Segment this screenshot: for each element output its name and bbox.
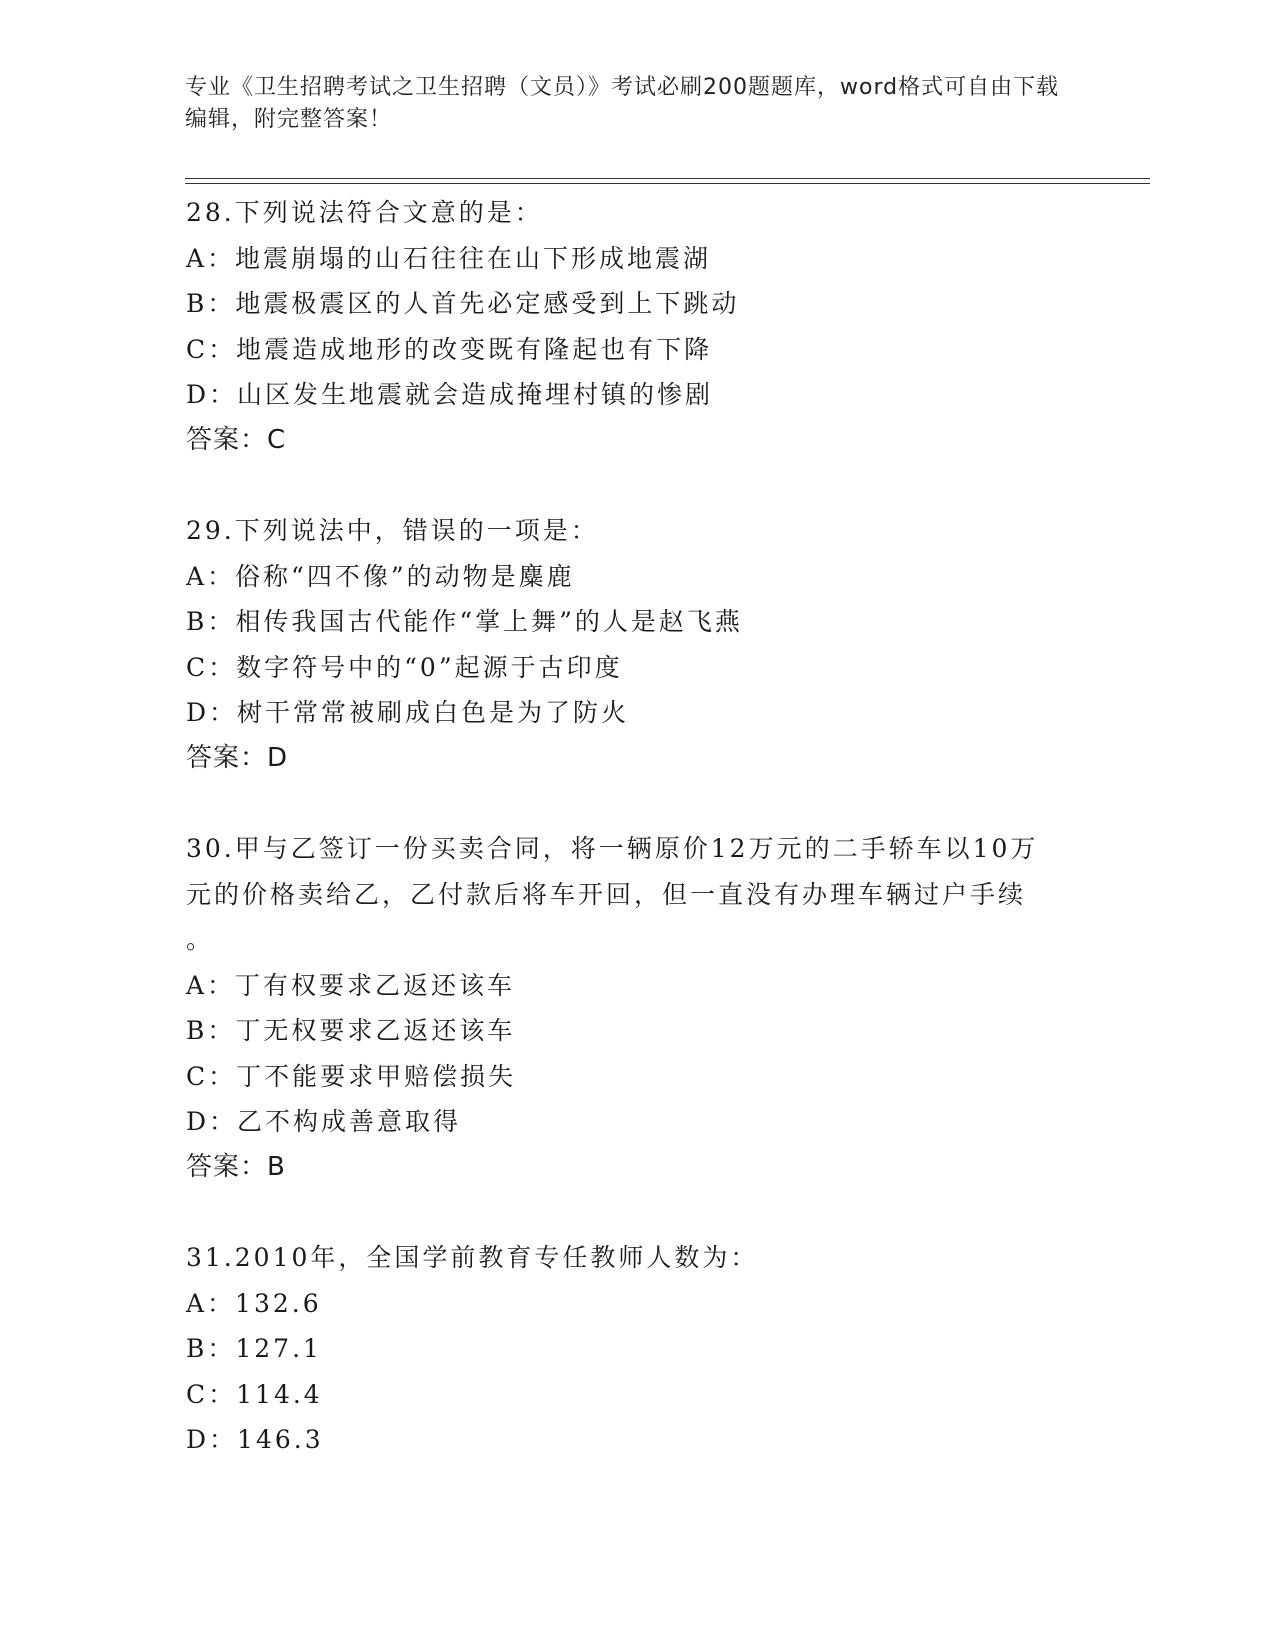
option-b: B：127.1 (186, 1334, 322, 1363)
question-stem-line-3: 。 (186, 925, 215, 954)
document-header: 专业《卫生招聘考试之卫生招聘（文员）》考试必刷200题题库，word格式可自由下载编辑，附完整答案！ (185, 75, 1060, 132)
question-30 (186, 826, 1086, 1190)
question-list (186, 190, 1086, 1508)
option-b: B：丁无权要求乙返还该车 (186, 1016, 516, 1045)
option-c: C：数字符号中的“0”起源于古印度 (186, 652, 623, 682)
option-d: D：乙不构成善意取得 (186, 1107, 462, 1136)
question-stem-line-1: 30.甲与乙签订一份买卖合同，将一辆原价12万元的二手轿车以10万 (186, 834, 1039, 863)
question-29 (186, 508, 1086, 781)
option-d: D：山区发生地震就会造成掩埋村镇的惨剧 (186, 380, 714, 409)
question-stem: 28.下列说法符合文意的是： (186, 198, 543, 227)
option-b: B：地震极震区的人首先必定感受到上下跳动 (186, 289, 740, 318)
question-stem: 31.2010年，全国学前教育专任教师人数为： (186, 1243, 759, 1272)
option-b: B：相传我国古代能作“掌上舞”的人是赵飞燕 (186, 607, 743, 636)
option-c: C：丁不能要求甲赔偿损失 (186, 1061, 517, 1091)
header-rule-bottom (185, 183, 1150, 184)
question-stem: 29.下列说法中，错误的一项是： (186, 516, 599, 545)
option-d: D：146.3 (186, 1425, 324, 1454)
question-28 (186, 190, 1086, 463)
option-a: A：地震崩塌的山石往往在山下形成地震湖 (186, 243, 712, 273)
option-c: C：地震造成地形的改变既有隆起也有下降 (186, 334, 713, 364)
option-a: A：俗称“四不像”的动物是麋鹿 (186, 561, 575, 591)
option-a: A：132.6 (186, 1288, 322, 1318)
answer: 答案：D (186, 742, 289, 773)
question-stem-line-2: 元的价格卖给乙，乙付款后将车开回，但一直没有办理车辆过户手续 (186, 879, 1027, 909)
option-c: C：114.4 (186, 1379, 323, 1409)
answer: 答案：B (186, 1151, 286, 1182)
answer: 答案：C (186, 424, 287, 455)
question-31 (186, 1235, 1086, 1463)
option-d: D：树干常常被刷成白色是为了防火 (186, 698, 630, 727)
header-rule-top (185, 178, 1150, 179)
option-a: A：丁有权要求乙返还该车 (186, 970, 516, 1000)
